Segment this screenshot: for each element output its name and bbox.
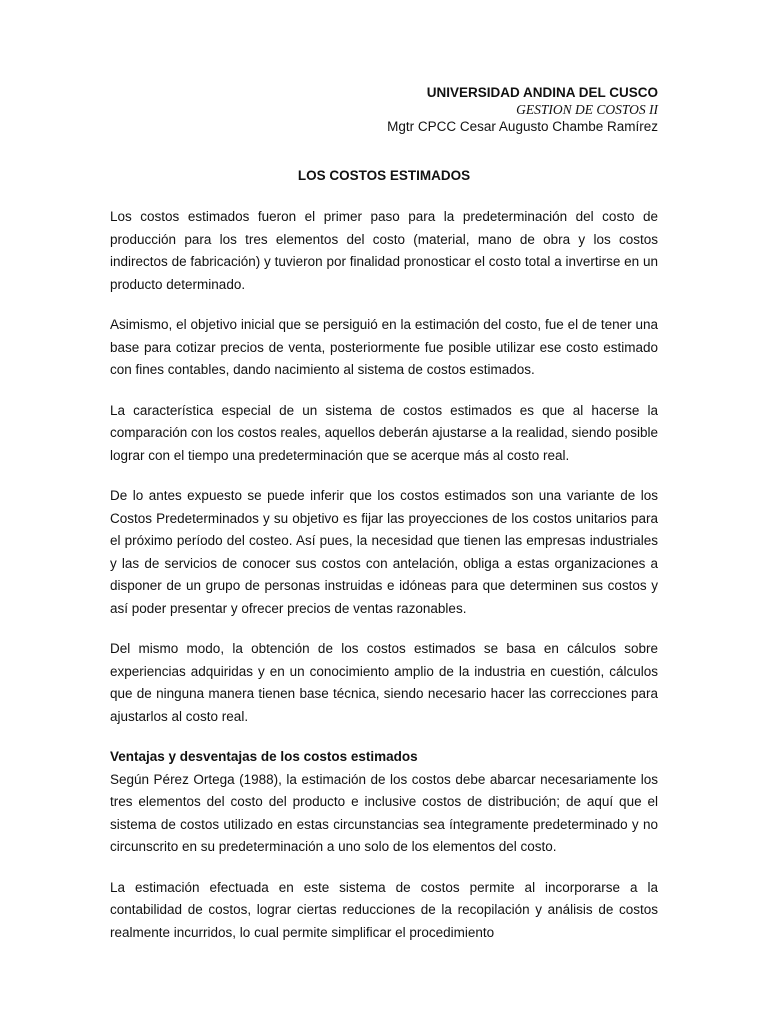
paragraph: Los costos estimados fueron el primer paso para la predeterminación del costo de producción para los tres elementos del costo (material, mano de obra y los costos indirectos de fabricación) y tuvieron por finalidad pronosticar el costo total a invertirse en un producto determinado. xyxy=(110,209,658,292)
document-header xyxy=(387,84,658,135)
paragraph: Asimismo, el objetivo inicial que se persiguió en la estimación del costo, fue el de tener una base para cotizar precios de venta, posteriormente fue posible utilizar ese costo estimado con fines contables, dando nacimiento al sistema de costos estimados. xyxy=(110,317,658,377)
paragraph: La estimación efectuada en este sistema de costos permite al incorporarse a la contabilidad de costos, lograr ciertas reducciones de la recopilación y análisis de costos realmente incurridos, lo cual permite simplificar el procedimiento xyxy=(110,879,658,940)
document-title: LOS COSTOS ESTIMADOS xyxy=(297,168,471,183)
paragraph: De lo antes expuesto se puede inferir que los costos estimados son una variante de los Costos Predeterminados y su objetivo es fijar las proyecciones de los costos unitarios para el próximo período del costeo. Así pues, la necesidad que tienen las empresas industriales y las de servicios de conocer sus costos con antelación, obliga a estas organizaciones a disponer de un grupo de personas instruidas e idóneas para que determinen sus costos y así poder presentar y ofrecer precios de ventas razonables. xyxy=(110,488,658,616)
paragraph: Del mismo modo, la obtención de los costos estimados se basa en cálculos sobre experiencias adquiridas y en un conocimiento amplio de la industria en cuestión, cálculos que de ninguna manera tienen base técnica, siendo necesario hacer las correcciones para ajustarlos al costo real. xyxy=(110,641,658,724)
section-subheading: Ventajas y desventajas de los costos estimados xyxy=(110,749,418,764)
university-name: UNIVERSIDAD ANDINA DEL CUSCO xyxy=(426,85,658,100)
paragraph: La característica especial de un sistema de costos estimados es que al hacerse la comparación con los costos reales, aquellos deberán ajustarse a la realidad, siendo posible lograr con el tiempo una predeterminación que se acerque más al costo real. xyxy=(110,402,658,463)
document-body xyxy=(110,206,658,962)
course-name: GESTION DE COSTOS II xyxy=(516,102,658,117)
paragraph: Según Pérez Ortega (1988), la estimación de los costos debe abarcar necesariamente los tres elementos del costo del producto e inclusive costos de distribución; de aquí que el sistema de costos utilizado en estas circunstancias sea íntegramente predeterminado y no circunscrito en su predeterminación a uno solo de los elementos del costo. xyxy=(110,771,658,854)
author-name: Mgtr CPCC Cesar Augusto Chambe Ramírez xyxy=(387,119,658,134)
